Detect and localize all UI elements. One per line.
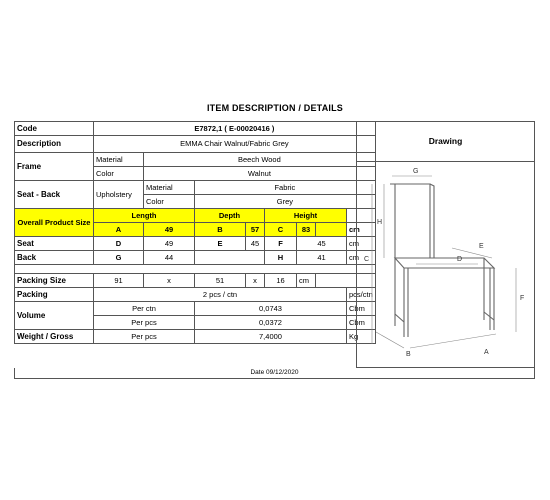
volume-per-ctn-label: Per ctn: [94, 302, 195, 316]
back-label: Back: [15, 251, 94, 265]
upholstery-color-value: Grey: [195, 195, 376, 209]
dim-a-letter: A: [94, 223, 144, 237]
frame-color-value: Walnut: [144, 167, 376, 181]
details-table: [14, 121, 376, 344]
sheet-title: ITEM DESCRIPTION / DETAILS: [206, 103, 344, 113]
row-packing-size: [15, 274, 376, 288]
dim-b-label: B: [406, 351, 411, 358]
description-value: EMMA Chair Walnut/Fabric Grey: [94, 136, 376, 153]
dim-h-value: 41: [297, 251, 347, 265]
footer-date: Date 09/12/2020: [14, 368, 535, 379]
overall-unit: cm: [347, 223, 376, 237]
back-blank: [195, 251, 265, 265]
dim-d-letter: D: [94, 237, 144, 251]
dim-a-label: A: [484, 349, 489, 356]
dim-b-letter: B: [195, 223, 246, 237]
dim-e-letter: E: [195, 237, 246, 251]
volume-per-ctn-value: 0,0743: [195, 302, 347, 316]
dim-g-value: 44: [144, 251, 195, 265]
dim-a-value: 49: [144, 223, 195, 237]
dim-d-label: D: [457, 256, 463, 263]
volume-per-pcs-value: 0,0372: [195, 316, 347, 330]
row-code: [15, 122, 376, 136]
dim-b-value: 57: [246, 223, 265, 237]
packing-label: Packing: [15, 288, 94, 302]
length-header: Length: [94, 209, 195, 223]
row-overall-header: [15, 209, 376, 223]
dim-d-value: 49: [144, 237, 195, 251]
volume-pcs-unit: Cbm: [347, 316, 376, 330]
packing-value: 2 pcs / ctn: [94, 288, 347, 302]
packing-height: 16: [265, 274, 297, 288]
packing-x1: x: [144, 274, 195, 288]
dim-f-letter: F: [265, 237, 297, 251]
dim-f-label: F: [520, 295, 525, 302]
row-weight: [15, 330, 376, 344]
packing-width: 51: [195, 274, 246, 288]
overall-unit-spacer: [316, 223, 347, 237]
packing-length: 91: [94, 274, 144, 288]
weight-per-pcs-label: Per pcs: [94, 330, 195, 344]
packing-size-label: Packing Size: [15, 274, 94, 288]
back-unit: cm: [347, 251, 376, 265]
packing-unit: pcs/ctn: [347, 288, 376, 302]
row-gap: [15, 265, 376, 274]
dim-h-letter: H: [265, 251, 297, 265]
seat-unit: cm: [347, 237, 376, 251]
dim-c-label: C: [364, 256, 370, 263]
overall-size-label: Overall Product Size: [15, 209, 94, 237]
dim-c-letter: C: [265, 223, 297, 237]
weight-label: Weight / Gross: [15, 330, 94, 344]
upholstery-material-label: Material: [144, 181, 195, 195]
chair-drawing: [356, 162, 535, 368]
volume-label: Volume: [15, 302, 94, 330]
frame-label: Frame: [15, 153, 94, 181]
dim-e-label: E: [479, 243, 484, 250]
upholstery-label: Upholstery: [94, 181, 144, 209]
depth-header: Depth: [195, 209, 265, 223]
spacer-row: [15, 265, 376, 274]
row-seat: [15, 237, 376, 251]
dim-f-value: 45: [297, 237, 347, 251]
row-frame-material: [15, 153, 376, 167]
packing-x2: x: [246, 274, 265, 288]
description-label: Description: [15, 136, 94, 153]
dim-e-value: 45: [246, 237, 265, 251]
seat-label: Seat: [15, 237, 94, 251]
drawing-title: Drawing: [356, 121, 535, 162]
row-volume-ctn: [15, 302, 376, 316]
upholstery-color-label: Color: [144, 195, 195, 209]
packing-size-unit: cm: [297, 274, 316, 288]
upholstery-material-value: Fabric: [195, 181, 376, 195]
row-packing: [15, 288, 376, 302]
height-header: Height: [265, 209, 347, 223]
dim-c-value: 83: [297, 223, 316, 237]
row-back: [15, 251, 376, 265]
volume-per-pcs-label: Per pcs: [94, 316, 195, 330]
row-description: [15, 136, 376, 153]
volume-ctn-unit: Cbm: [347, 302, 376, 316]
row-seat-back-material: [15, 181, 376, 195]
dim-h-label: H: [377, 219, 383, 226]
frame-material-label: Material: [94, 153, 144, 167]
code-label: Code: [15, 122, 94, 136]
code-value: E7872,1 ( E-00020416 ): [94, 122, 376, 136]
frame-color-label: Color: [94, 167, 144, 181]
frame-material-value: Beech Wood: [144, 153, 376, 167]
dim-g-letter: G: [94, 251, 144, 265]
dim-g-label: G: [413, 168, 419, 175]
weight-unit: Kg: [347, 330, 376, 344]
weight-value: 7,4000: [195, 330, 347, 344]
seat-back-label: Seat - Back: [15, 181, 94, 209]
